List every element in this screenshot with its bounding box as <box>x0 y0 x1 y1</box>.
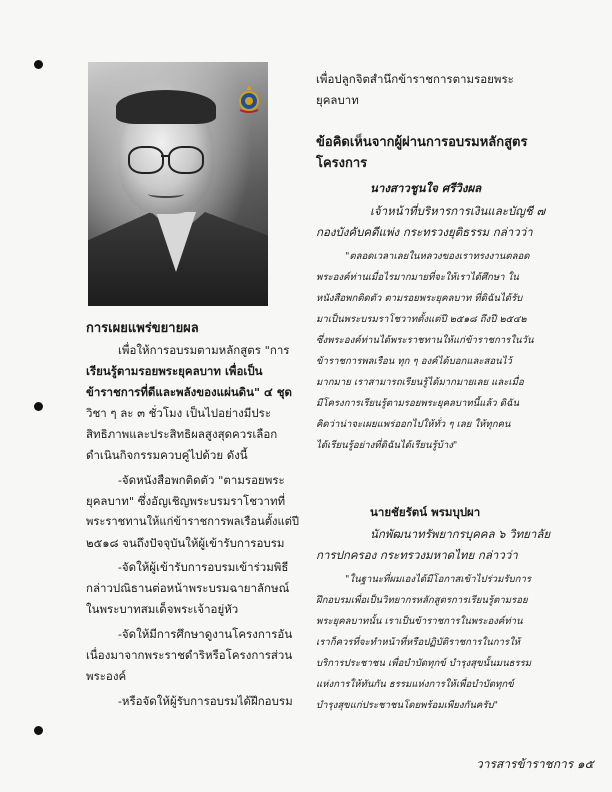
quote-line: มากมาย เราสามารถเรียนรู้ได้มากมายเลย และเมื่อ <box>316 377 524 388</box>
body-line: พระราชทานให้แก่ข้าราชการพลเรือนตั้งแต่ปี <box>86 515 300 528</box>
quote-line: คิดว่าน่าจะเผยแพร่ออกไปให้ทั่ว ๆ เลย ให้ทุกคน <box>316 419 511 430</box>
quote-line: เราก็ควรที่จะทำหน้าที่หรือปฏิบัติราชการในการให้ <box>316 637 521 648</box>
quote-line: "ตลอดเวลาเลยในหลวงของเราทรงงานตลอด <box>345 251 530 262</box>
page-footer: วารสารข้าราชการ ๑๕ <box>476 757 594 771</box>
body-line: เรียนรู้ตามรอยพระยุคลบาท เพื่อเป็น <box>86 364 263 378</box>
body-line: ข้าราชการที่ดีและพลังของแผ่นดิน" ๔ ชุด <box>86 385 292 399</box>
person-role: เจ้าหน้าที่บริหารการเงินและบัญชี ๗ <box>370 204 546 218</box>
quote-line: ข้าราชการพลเรือน ทุก ๆ องค์ได้บอกและสอนไว้ <box>316 356 512 367</box>
quote-line: บำรุงสุขแก่ประชาชนโดยพร้อมเพียงกันครับ" <box>316 700 499 711</box>
quote-line: บริการประชาชน เพื่อบำบัดทุกข์ บำรุงสุขนั้นมนธรรม <box>316 658 532 669</box>
body-line: วิชา ๆ ละ ๓ ชั่วโมง เป็นไปอย่างมีประ <box>86 406 272 420</box>
body-line: -หรือจัดให้ผู้รับการอบรมได้ฝึกอบรม <box>118 694 293 708</box>
body-line: -จัดหนังสือพกติดตัว "ตามรอยพระ <box>118 473 285 487</box>
quote-line: หนังสือพกติดตัว ตามรอยพระยุคลบาท ที่ดิฉันได้รับ <box>316 293 523 304</box>
body-line: -จัดให้ผู้เข้ารับการอบรมเข้าร่วมพิธี <box>118 560 289 574</box>
body-line: ยุคลบาท" ซึ่งอัญเชิญพระบรมราโชวาทที่ <box>86 494 286 508</box>
body-line: ๒๕๑๘ จนถึงปัจจุบันให้ผู้เข้ารับการอบรม <box>86 536 285 550</box>
body-line: เพื่อปลูกจิตสำนึกข้าราชการตามรอยพระ <box>316 72 514 86</box>
body-line: ยุคลบาท <box>316 93 359 107</box>
section-heading: การเผยแพร่ขยายผล <box>86 321 199 336</box>
quote-line: มาเป็นพระบรมราโชวาทตั้งแต่ปี ๒๕๑๘ ถึงปี ๒๕๔๒ <box>316 314 527 325</box>
quote-line: "ในฐานะที่ผมเองได้มีโอกาสเข้าไปร่วมรับการ <box>345 574 531 585</box>
person-role: การปกครอง กระทรวงมหาดไทย กล่าวว่า <box>316 548 518 562</box>
section-heading: โครงการ <box>316 156 368 171</box>
binder-hole-top <box>34 60 43 69</box>
quote-line: ได้เรียนรู้อย่างที่ดิฉันได้เรียนรู้บ้าง" <box>316 440 458 451</box>
quote-line: แห่งการให้ทันกัน ธรรมแห่งการให้เพื่อบำบัดทุกข์ <box>316 679 514 690</box>
quote-line: ซึ่งพระองค์ท่านได้พระราชทานให้แก่ข้าราชการในวัน <box>316 335 534 346</box>
section-heading: ข้อคิดเห็นจากผู้ผ่านการอบรมหลักสูตร <box>316 135 528 150</box>
body-line: สิทธิภาพและประสิทธิผลสูงสุดควรเลือก <box>86 427 278 441</box>
body-line: เนื่องมาจากพระราชดำริหรือโครงการส่วน <box>86 648 293 662</box>
quote-line: มีโครงการเรียนรู้ตามรอยพระยุคลบาทนี้แล้ว ดิฉัน <box>316 398 520 409</box>
body-line: กล่าวปณิธานต่อหน้าพระบรมฉายาลักษณ์ <box>86 581 290 595</box>
binder-hole-middle <box>34 402 43 411</box>
body-line: ในพระบาทสมเด็จพระเจ้าอยู่หัว <box>86 602 239 616</box>
body-line: พระองค์ <box>86 669 127 683</box>
quote-line: พระยุคลบาทนั้น เราเป็นข้าราชการในพระองค์ท่าน <box>316 616 523 627</box>
person-role: กองบังคับคดีแพ่ง กระทรวงยุติธรรม กล่าวว่า <box>316 225 533 239</box>
quote-line: พระองค์ท่านเมื่อไรมากมายที่จะให้เราได้ศึกษา ใน <box>316 272 519 283</box>
person-name: นางสาวชูนใจ ศรีวิงผล <box>370 181 482 195</box>
body-line: เพื่อให้การอบรมตามหลักสูตร "การ <box>118 343 290 357</box>
binder-hole-bottom <box>34 726 43 735</box>
quote-line: ฝึกอบรมเพื่อเป็นวิทยากรหลักสูตรการเรียนรู้ตามรอย <box>316 595 528 606</box>
body-line: ดำเนินกิจกรรมควบคู่ไปด้วย ดังนี้ <box>86 448 248 462</box>
person-role: นักพัฒนาทรัพยากรบุคคล ๖ วิทยาลัย <box>370 527 551 541</box>
royal-emblem-icon <box>236 84 262 114</box>
person-name: นายชัยรัตน์ พรมบุปผา <box>370 505 481 519</box>
body-line: -จัดให้มีการศึกษาดูงานโครงการอัน <box>118 627 293 641</box>
